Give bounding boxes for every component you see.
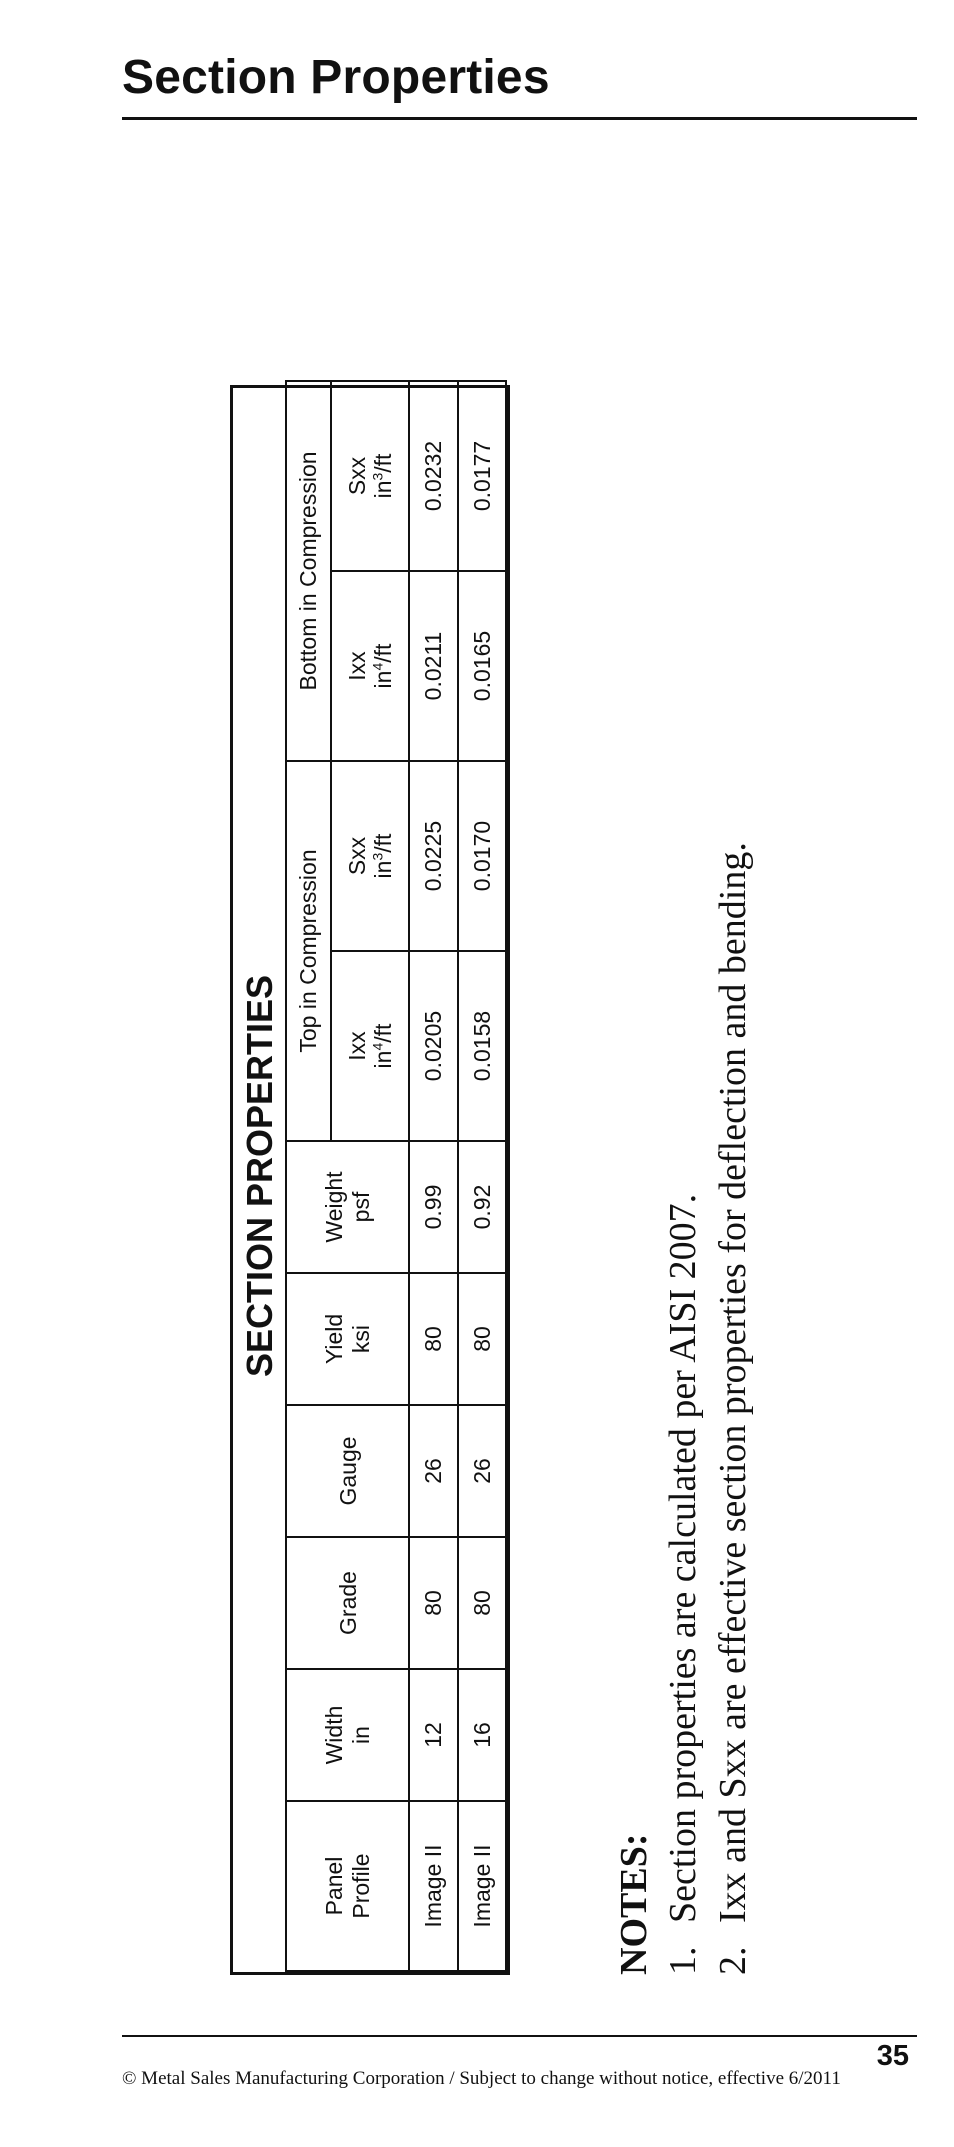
col-header-panel-profile: Panel Profile: [286, 1801, 409, 1971]
rotated-content: [230, 385, 770, 1975]
note-text: Ixx and Sxx are effective section properties for deflection and bending.: [712, 842, 754, 1923]
note-item: [708, 385, 758, 1975]
table-cell: 26: [458, 1405, 506, 1537]
section-properties-table: [230, 385, 510, 1975]
note-number: 1.: [662, 1946, 704, 1975]
notes-section: [610, 385, 758, 1975]
table-cell: 0.92: [458, 1141, 506, 1273]
table-cell: 16: [458, 1669, 506, 1801]
col-header-bottom-ixx: Ixx $in^4/ft$: [331, 571, 410, 761]
col-header-bottom-sxx: Sxx $in^3/ft$: [331, 381, 410, 571]
note-number: 2.: [712, 1946, 754, 1975]
note-text: Section properties are calculated per AISI 2007.: [662, 1193, 704, 1923]
table-cell: 0.99: [409, 1141, 457, 1273]
table-cell: 0.0165: [458, 571, 506, 761]
table-cell: 80: [458, 1537, 506, 1669]
title-rule: [122, 117, 917, 120]
table-cell: 26: [409, 1405, 457, 1537]
table-cell: 0.0211: [409, 571, 457, 761]
page-title: Section Properties: [122, 51, 550, 104]
col-header-weight: Weight psf: [286, 1141, 409, 1273]
footer-rule: [122, 2035, 917, 2037]
table-cell: 0.0225: [409, 761, 457, 951]
table-cell: 80: [409, 1273, 457, 1405]
col-header-grade: Grade: [286, 1537, 409, 1669]
col-header-top-ixx: Ixx $in^4/ft$: [331, 951, 410, 1141]
table-cell: 0.0170: [458, 761, 506, 951]
table-row: [458, 381, 506, 1971]
col-header-top-sxx: Sxx $in^3/ft$: [331, 761, 410, 951]
note-item: [658, 385, 708, 1975]
group-header-top: Top in Compression: [286, 761, 330, 1141]
footer-copyright: © Metal Sales Manufacturing Corporation / Subject to change without notice, effective 6/2011: [122, 2068, 841, 2089]
table-title: SECTION PROPERTIES: [233, 381, 286, 1971]
notes-heading: NOTES:: [613, 1833, 655, 1975]
table-cell: 0.0158: [458, 951, 506, 1141]
col-header-yield: Yield ksi: [286, 1273, 409, 1405]
table-cell: 0.0205: [409, 951, 457, 1141]
table-cell: 80: [409, 1537, 457, 1669]
table-cell: 80: [458, 1273, 506, 1405]
table-cell: Image II: [409, 1801, 457, 1971]
col-header-gauge: Gauge: [286, 1405, 409, 1537]
table-cell: 0.0177: [458, 381, 506, 571]
table-cell: 12: [409, 1669, 457, 1801]
col-header-width: Width in: [286, 1669, 409, 1801]
group-header-bottom: Bottom in Compression: [286, 381, 330, 761]
table-row: [409, 381, 457, 1971]
table-cell: Image II: [458, 1801, 506, 1971]
table-cell: 0.0232: [409, 381, 457, 571]
page-number: 35: [876, 2040, 909, 2072]
